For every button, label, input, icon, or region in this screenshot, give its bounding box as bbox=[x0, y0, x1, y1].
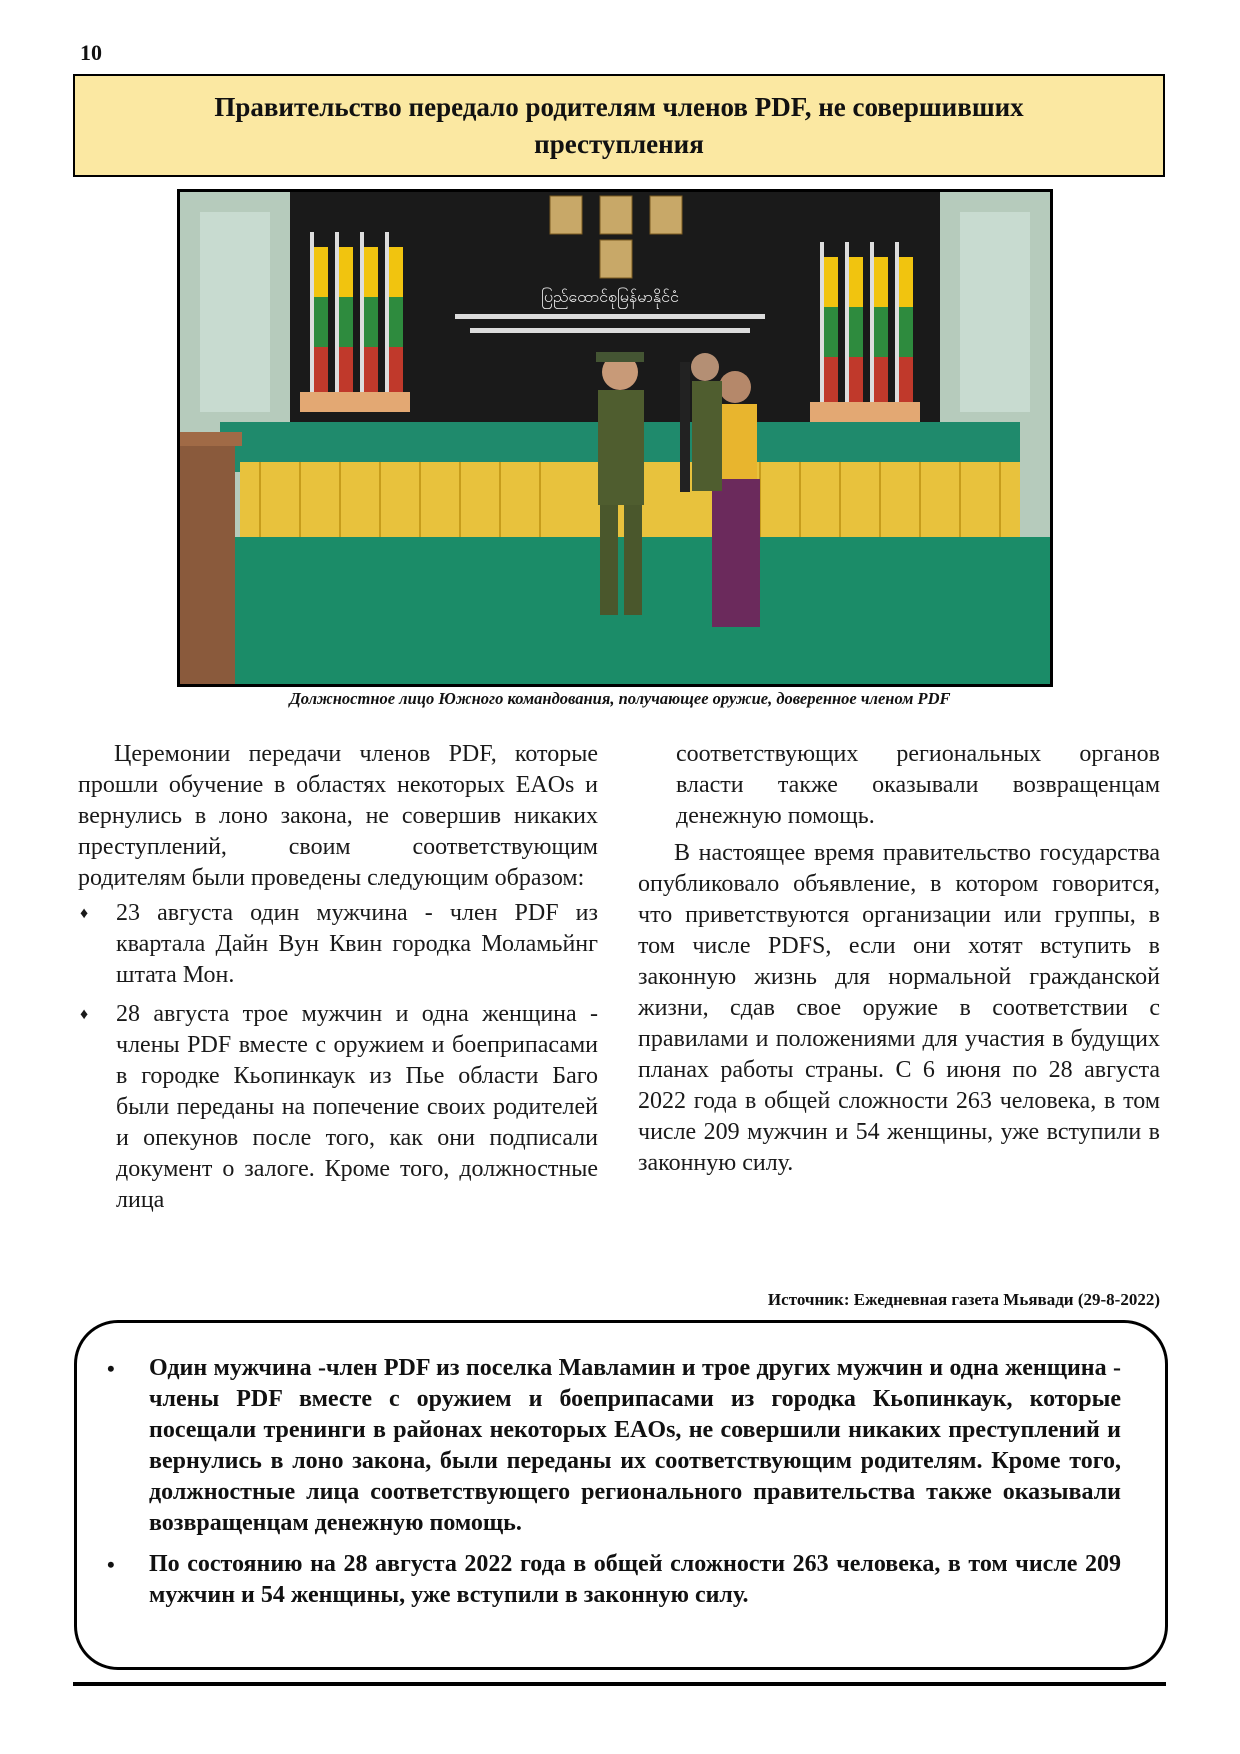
bullet-icon: • bbox=[107, 1356, 115, 1381]
article-bullet-list bbox=[78, 898, 598, 1216]
page-title: Правительство передало родителям членов PDF, не совершивших преступления bbox=[214, 91, 1024, 159]
title-banner bbox=[73, 74, 1165, 177]
article-intro: Церемонии передачи членов PDF, которые прошли обучение в областях некоторых EAOs и вернулись в лоно закона, не совершив никаких преступлений, своим соответствующим родителям были проведены следующим образом: bbox=[78, 741, 598, 891]
ceremony-photo-illustration bbox=[180, 192, 1050, 684]
article-right-column bbox=[638, 739, 1160, 1179]
article-left-column bbox=[78, 739, 598, 1224]
article-paragraph-2: В настоящее время правительство государства опубликовало объявление, в котором говорится, что приветствуются организации или группы, в том числе PDFS, если они хотят вступить в законную жизнь для нормальной гражданской жизни, сдав свое оружие в соответствии с правилами и положениями для участия в будущих планах работы страны. С 6 июня по 28 августа 2022 года в общей сложности 263 человека, в том числе 209 мужчин и 54 женщины, уже вступили в законную силу. bbox=[638, 840, 1160, 1176]
page-number: 10 bbox=[80, 40, 102, 65]
list-item bbox=[78, 999, 598, 1216]
list-item bbox=[78, 898, 598, 991]
summary-text: По состоянию на 28 августа 2022 года в общей сложности 263 человека, в том числе 209 мужчин и 54 женщины, уже вступили в законную силу. bbox=[149, 1551, 1121, 1608]
diamond-bullet-icon: ♦ bbox=[80, 1006, 89, 1023]
list-item bbox=[107, 1549, 1121, 1611]
list-item bbox=[107, 1353, 1121, 1539]
diamond-bullet-icon: ♦ bbox=[80, 905, 89, 922]
bullet-text: 28 августа трое мужчин и одна женщина - члены PDF вместе с оружием и боеприпасами в городке Кьопинкаук из Пье области Баго были переданы на попечение своих родителей и опекунов после того, как они подписали документ о залоге. Кроме того, должностные лица bbox=[116, 1001, 598, 1213]
article-continuation: соответствующих региональных органов власти также оказывали возвращенцам денежную помощь. bbox=[676, 741, 1160, 829]
summary-text: Один мужчина -член PDF из поселка Мавламин и трое других мужчин и одна женщина - члены PDF вместе с оружием и боеприпасами из городка Кьопинкаук, которые посещали тренинги в районах некоторых EAOs, не совершили никаких преступлений и вернулись в лоно закона, были переданы их соответствующим родителям. Кроме того, должностные лица соответствующего регионального правительства также оказывали возвращенцам денежную помощь. bbox=[149, 1355, 1121, 1536]
photo-caption: Должностное лицо Южного командования, получающее оружие, доверенное членом PDF bbox=[289, 689, 951, 708]
bullet-icon: • bbox=[107, 1552, 115, 1577]
bottom-divider bbox=[73, 1682, 1166, 1686]
bullet-text: 23 августа один мужчина - член PDF из квартала Дайн Вун Квин городка Моламьйнг штата Мон. bbox=[116, 900, 598, 988]
summary-box bbox=[74, 1320, 1168, 1670]
backdrop-banner-text: ပြည်ထောင်စုမြန်မာနိုင်ငံ bbox=[541, 287, 679, 306]
article-source: Источник: Ежедневная газета Мьявади (29-8-2022) bbox=[767, 1290, 1160, 1309]
summary-list bbox=[107, 1353, 1121, 1611]
ceremony-photo bbox=[177, 189, 1053, 687]
